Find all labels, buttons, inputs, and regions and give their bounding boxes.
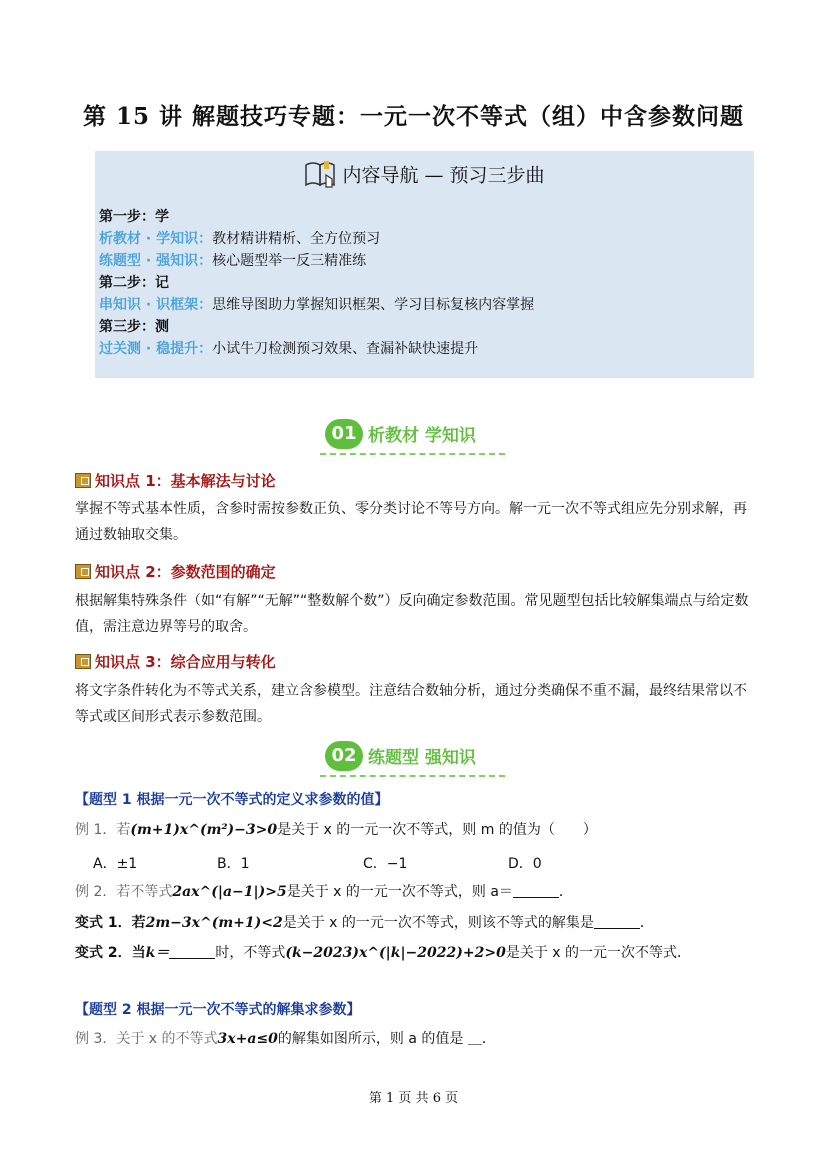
nav-step1: 第一步：学 [99, 209, 169, 225]
page-title: 第 15 讲 解题技巧专题：一元一次不等式（组）中含参数问题 [82, 103, 745, 130]
nav-line2: 练题型 · 强知识：核心题型举一反三精准练 [99, 253, 367, 269]
nav-step2: 第二步：记 [99, 275, 169, 291]
content-nav-box [95, 151, 754, 378]
nav-line1: 析教材 · 学知识：教材精讲精析、全方位预习 [99, 231, 381, 247]
knowledge-point-1-text: 掌握不等式基本性质，含参时需按参数正负、零分类讨论不等号方向。解一元一次不等式组应先分别求解，再通过数轴取交集。 [75, 501, 747, 543]
knowledge-point-1-title: 知识点 1：基本解法与讨论 [75, 470, 276, 491]
section-label: 析教材 学知识 [368, 426, 476, 446]
knowledge-point-3-text: 将文字条件转化为不等式关系，建立含参模型。注意结合数轴分析，通过分类确保不重不漏，最终结果常以不等式或区间形式表示参数范围。 [75, 683, 747, 725]
notebook-icon [75, 564, 91, 579]
example-3: 例 3．关于 x 的不等式3x+a≤0的解集如图所示，则 a 的值是 ＿． [75, 1031, 496, 1047]
nav-header-text: 内容导航 — 预习三步曲 [342, 164, 545, 187]
nav-line4: 过关测 · 稳提升：小试牛刀检测预习效果、查漏补缺快速提升 [99, 341, 479, 357]
example-1: 例 1．若(m+1)x^(m²)−3>0是关于 x 的一元一次不等式，则 m 的值为（ ） [75, 822, 597, 838]
answer-blank [169, 944, 215, 959]
section-label: 练题型 强知识 [368, 748, 476, 768]
section-number: 02 [325, 741, 363, 771]
section-02-heading [320, 737, 510, 777]
choice-d: D．0 [508, 856, 542, 872]
knowledge-point-2-title: 知识点 2：参数范围的确定 [75, 561, 276, 582]
nav-line3: 串知识 · 识框架：思维导图助力掌握知识框架、学习目标复核内容掌握 [99, 297, 535, 313]
variant-2: 变式 2．当k＝ 时，不等式(k−2023)x^(|k|−2022)+2>0是关于 x 的一元一次不等式． [75, 945, 692, 961]
dashed-underline [320, 453, 505, 455]
knowledge-point-3-title: 知识点 3：综合应用与转化 [75, 651, 276, 672]
question-type-1: 【题型 1 根据一元一次不等式的定义求参数的值】 [75, 792, 389, 808]
question-type-2: 【题型 2 根据一元一次不等式的解集求参数】 [75, 1002, 361, 1018]
dashed-underline [320, 775, 505, 777]
choice-b: B．1 [217, 856, 250, 872]
section-01-heading [320, 415, 510, 455]
answer-blank [594, 914, 640, 929]
notebook-icon [75, 473, 91, 488]
knowledge-point-2-text: 根据解集特殊条件（如“有解”“无解”“整数解个数”）反向确定参数范围。常见题型包括比较解集端点与给定数值，需注意边界等号的取舍。 [75, 593, 749, 635]
answer-blank [513, 883, 559, 898]
notebook-icon [75, 654, 91, 669]
nav-step3: 第三步：测 [99, 319, 169, 335]
choice-a: A．±1 [93, 856, 138, 872]
book-hand-icon [304, 159, 338, 194]
page-footer: 第 1 页 共 6 页 [368, 1091, 459, 1106]
variant-1: 变式 1．若2m−3x^(m+1)<2是关于 x 的一元一次不等式，则该不等式的解集是 ． [75, 915, 654, 931]
choice-c: C．−1 [363, 856, 408, 872]
example-2: 例 2．若不等式2ax^(|a−1|)>5是关于 x 的一元一次不等式，则 a＝ ． [75, 884, 573, 900]
section-number: 01 [325, 419, 363, 449]
nav-header [95, 159, 754, 194]
